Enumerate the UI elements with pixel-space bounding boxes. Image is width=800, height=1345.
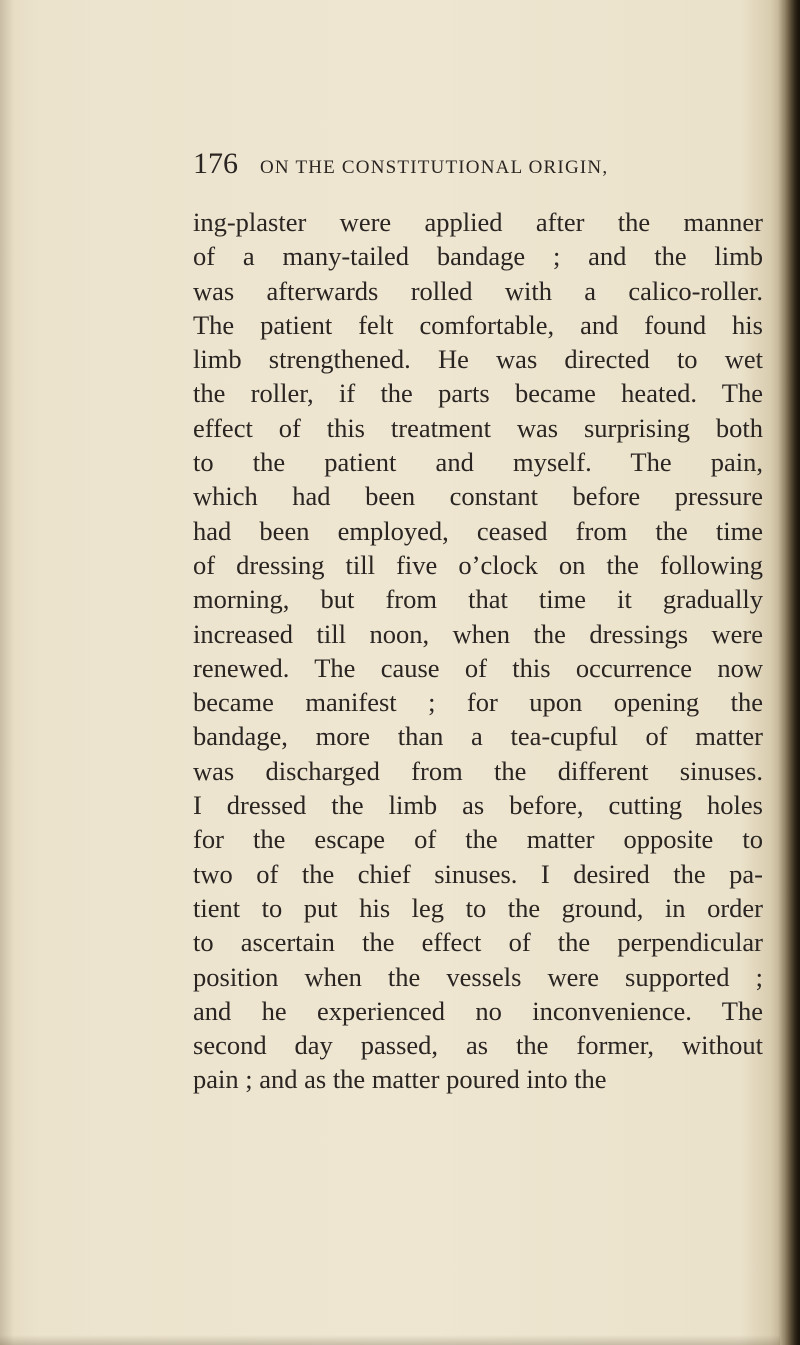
body-text — [193, 205, 763, 1097]
text-line: pain ; and as the matter poured into the — [193, 1064, 607, 1095]
running-head: ON THE CONSTITUTIONAL ORIGIN, — [260, 157, 609, 178]
text-line: was discharged from the different sinuses. — [193, 755, 763, 786]
text-line: which had been constant before pressure — [193, 481, 763, 512]
text-line: for the escape of the matter opposite to — [193, 824, 763, 855]
page-number: 176 — [193, 147, 238, 180]
book-spine-shadow — [778, 0, 800, 1345]
text-line: had been employed, ceased from the time — [193, 515, 763, 546]
text-line: of a many-tailed bandage ; and the limb — [193, 241, 763, 272]
text-line: effect of this treatment was surprising both — [193, 412, 763, 443]
text-line: increased till noon, when the dressings were — [193, 618, 763, 649]
text-line: and he experienced no inconvenience. The — [193, 995, 763, 1026]
text-line: became manifest ; for upon opening the — [193, 687, 763, 718]
text-line: ing-plaster were applied after the manner — [193, 207, 763, 237]
text-line: to ascertain the effect of the perpendicular — [193, 927, 763, 958]
text-line: tient to put his leg to the ground, in order — [193, 892, 763, 923]
page-header — [193, 147, 753, 187]
text-line: second day passed, as the former, without — [193, 1030, 763, 1061]
text-line: renewed. The cause of this occurrence now — [193, 652, 763, 683]
text-line: was afterwards rolled with a calico-roller. — [193, 275, 763, 306]
text-line: of dressing till five o’clock on the following — [193, 549, 763, 580]
text-line: morning, but from that time it gradually — [193, 584, 763, 615]
text-line: position when the vessels were supported ; — [193, 961, 763, 992]
page-left-edge — [0, 0, 14, 1345]
text-line: The patient felt comfortable, and found his — [193, 309, 763, 340]
text-line: two of the chief sinuses. I desired the pa- — [193, 858, 763, 889]
text-line: to the patient and myself. The pain, — [193, 447, 763, 478]
text-line: bandage, more than a tea-cupful of matter — [193, 721, 763, 752]
text-line: the roller, if the parts became heated. The — [193, 378, 763, 409]
text-line: I dressed the limb as before, cutting holes — [193, 790, 763, 821]
page-bottom-edge — [0, 1335, 780, 1345]
text-line: limb strengthened. He was directed to wet — [193, 344, 763, 375]
